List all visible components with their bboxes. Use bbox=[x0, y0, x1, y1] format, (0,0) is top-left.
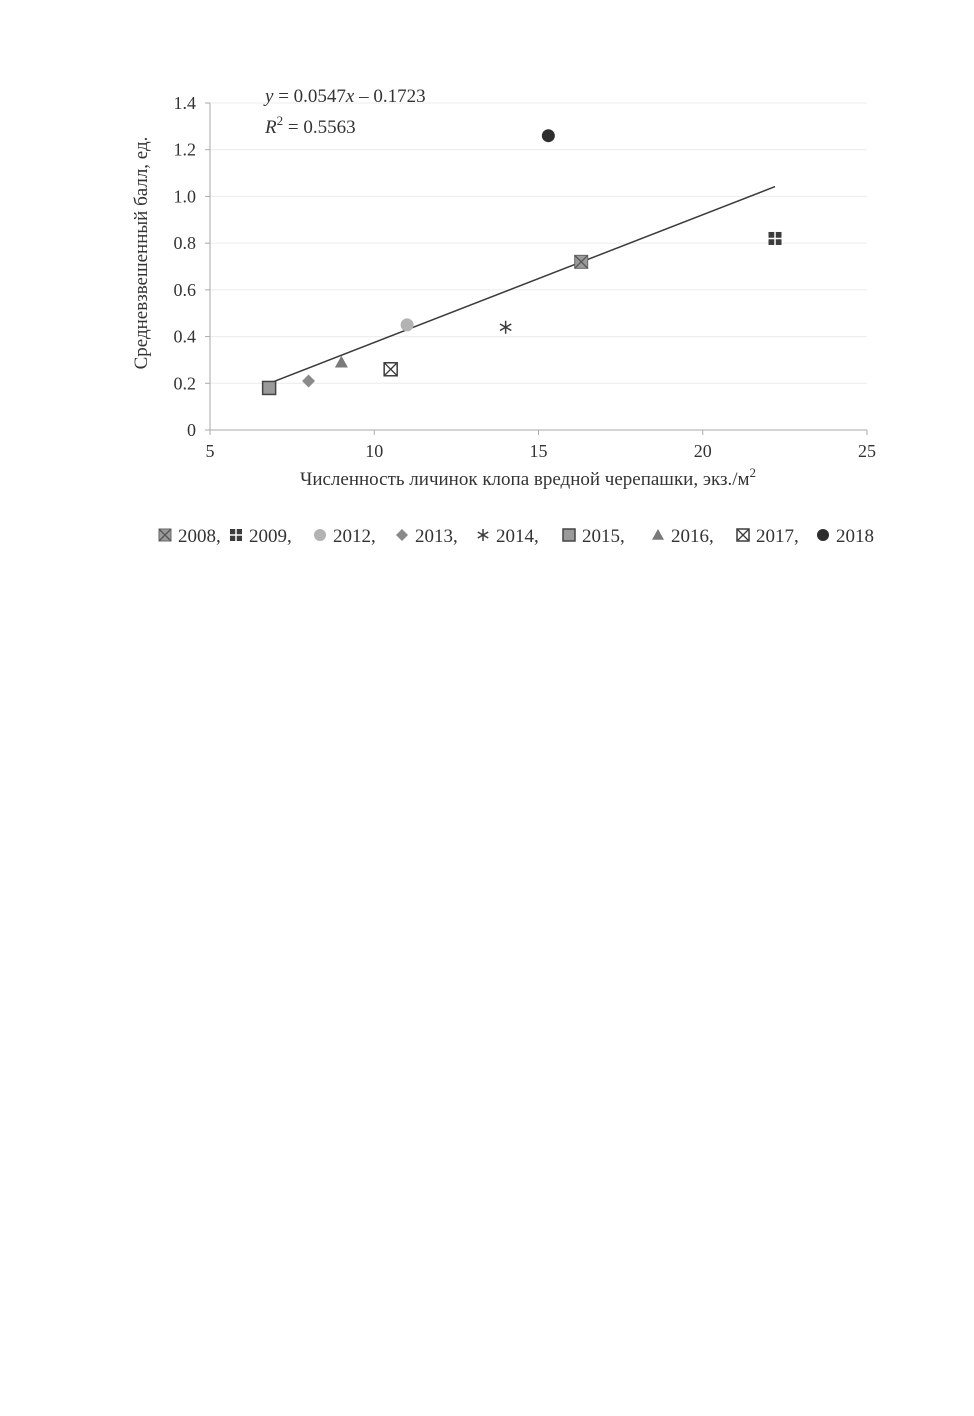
y-axis-title: Средневзвешенный балл, ед. bbox=[131, 136, 152, 370]
legend-label: 2016, bbox=[671, 526, 714, 547]
legend-label: 2015, bbox=[582, 526, 625, 547]
tick-labels bbox=[174, 93, 877, 461]
x-tick-label: 5 bbox=[205, 441, 215, 461]
marker-diamond bbox=[396, 529, 408, 541]
trendline bbox=[269, 187, 775, 384]
legend-item-2016 bbox=[652, 526, 714, 547]
y-tick-label: 0.8 bbox=[173, 233, 196, 254]
data-point-2018 bbox=[542, 129, 555, 142]
legend-marker bbox=[652, 529, 664, 540]
y-tick-label: 0.2 bbox=[173, 373, 196, 394]
marker-asterisk bbox=[478, 529, 488, 541]
legend-label: 2009, bbox=[249, 526, 292, 547]
marker-triangle bbox=[652, 529, 664, 540]
y-tick-label: 0 bbox=[187, 420, 196, 440]
data-point-2017 bbox=[384, 363, 397, 376]
r-squared-label: $R^2 = 0.5563$ bbox=[265, 113, 356, 138]
legend-marker bbox=[314, 529, 326, 541]
marker-circle bbox=[314, 529, 326, 541]
legend-marker bbox=[159, 529, 171, 541]
legend-item-2008 bbox=[159, 526, 221, 547]
legend-item-2009 bbox=[230, 526, 292, 547]
legend-label: 2018 bbox=[836, 526, 874, 547]
legend bbox=[159, 526, 874, 547]
legend-label: 2008, bbox=[178, 526, 221, 547]
marker-asterisk bbox=[500, 321, 511, 334]
marker-square bbox=[563, 529, 575, 541]
marker-circle bbox=[542, 129, 555, 142]
legend-item-2017 bbox=[737, 526, 799, 547]
legend-label: 2013, bbox=[415, 526, 458, 547]
axes bbox=[205, 103, 867, 435]
legend-item-2018 bbox=[817, 526, 874, 547]
x-tick-label: 15 bbox=[529, 441, 548, 461]
legend-label: 2012, bbox=[333, 526, 376, 547]
legend-marker bbox=[817, 529, 829, 541]
legend-item-2013 bbox=[396, 526, 458, 547]
legend-label: 2014, bbox=[496, 526, 539, 547]
legend-marker bbox=[396, 529, 408, 541]
legend-marker bbox=[478, 529, 488, 541]
trend-equation: y = 0.0547x – 0.1723 bbox=[265, 86, 426, 107]
legend-marker bbox=[230, 529, 242, 541]
data-point-2009 bbox=[769, 232, 782, 245]
y-tick-label: 1.2 bbox=[173, 139, 196, 160]
data-point-2012 bbox=[401, 318, 414, 331]
legend-item-2014 bbox=[478, 526, 539, 547]
trendline-group bbox=[269, 187, 775, 384]
grid-lines bbox=[210, 103, 867, 383]
marker-circle bbox=[401, 318, 414, 331]
data-point-2015 bbox=[263, 381, 276, 394]
legend-item-2015 bbox=[563, 526, 625, 547]
data-points bbox=[263, 129, 782, 394]
marker-square bbox=[263, 381, 276, 394]
x-axis-title: Численность личинок клопа вредной черепашки, $экз./м^2$ bbox=[299, 465, 757, 490]
scatter-chart bbox=[0, 0, 974, 600]
legend-item-2012 bbox=[314, 526, 376, 547]
legend-marker bbox=[737, 529, 749, 541]
y-tick-label: 0.4 bbox=[173, 326, 196, 347]
marker-circle bbox=[817, 529, 829, 541]
x-tick-label: 25 bbox=[858, 441, 876, 461]
data-point-2014 bbox=[500, 321, 511, 334]
y-tick-label: 1.4 bbox=[173, 93, 196, 113]
data-point-2008 bbox=[575, 255, 588, 268]
marker-diamond bbox=[302, 374, 315, 387]
x-tick-label: 20 bbox=[693, 441, 712, 461]
y-tick-label: 1.0 bbox=[173, 186, 196, 207]
data-point-2013 bbox=[302, 374, 315, 387]
y-tick-label: 0.6 bbox=[173, 279, 196, 300]
legend-marker bbox=[563, 529, 575, 541]
x-tick-label: 10 bbox=[365, 441, 384, 461]
legend-label: 2017, bbox=[756, 526, 799, 547]
